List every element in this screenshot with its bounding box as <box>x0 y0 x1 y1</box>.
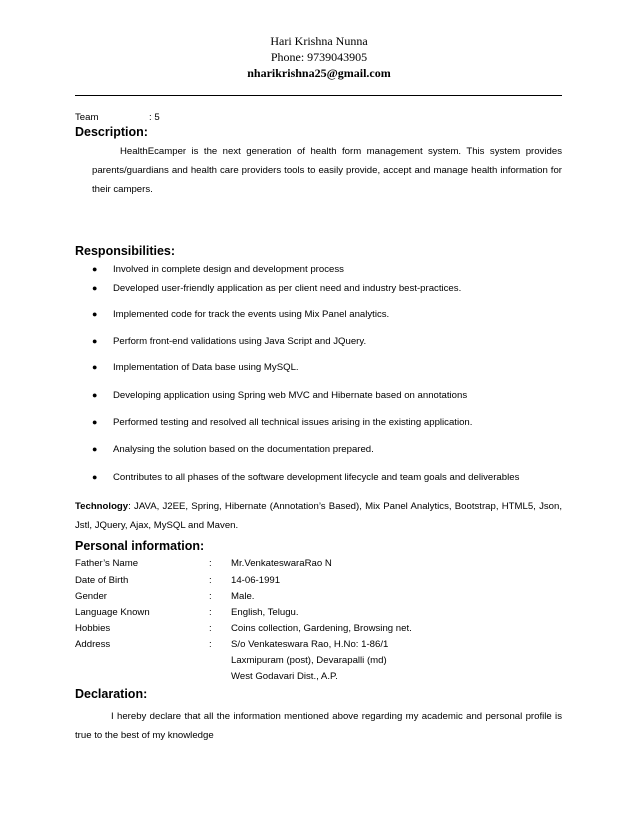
list-item-text: Developing application using Spring web MVC and Hibernate based on annotations <box>113 390 468 401</box>
description-text: HealthEcamper is the next generation of health form management system. This system provides parents/guardians and health care providers tools to easily provide, accept and manage health information for their campers. <box>92 146 562 195</box>
list-item-text: Analysing the solution based on the documentation prepared. <box>113 444 374 455</box>
list-item-text: Implemented code for track the events using Mix Panel analytics. <box>113 309 390 320</box>
info-label: Address <box>75 639 111 650</box>
description-heading: Description: <box>75 125 148 139</box>
list-item-text: Developed user-friendly application as per client need and industry best-practices. <box>113 283 462 294</box>
info-label: Language Known <box>75 607 150 618</box>
declaration-text: I hereby declare that all the information mentioned above regarding my academic and personal profile is true to the best of my knowledge <box>75 711 562 741</box>
list-item-text: Performed testing and resolved all technical issues arising in the existing application. <box>113 417 473 428</box>
list-item-text: Perform front-end validations using Java Script and JQuery. <box>113 336 367 347</box>
info-value: Mr.VenkateswaraRao N <box>231 558 332 569</box>
info-value: Male. <box>231 591 255 602</box>
bullet-icon: ● <box>92 264 98 274</box>
address-line-2: Laxmipuram (post), Devarapalli (md) <box>231 655 387 666</box>
address-line-3: West Godavari Dist., A.P. <box>231 671 338 682</box>
candidate-name: Hari Krishna Nunna <box>270 34 368 48</box>
team-value: : 5 <box>149 112 160 123</box>
bullet-icon: ● <box>92 283 98 293</box>
technology-label: Technology <box>75 501 129 512</box>
bullet-icon: ● <box>92 336 98 346</box>
candidate-email: nharikrishna25@gmail.com <box>247 66 391 80</box>
candidate-phone: Phone: 9739043905 <box>270 50 368 64</box>
info-label: Hobbies <box>75 623 111 634</box>
info-colon: : <box>209 623 212 634</box>
info-colon: : <box>209 575 212 586</box>
bullet-icon: ● <box>92 309 98 319</box>
team-label: Team <box>75 112 99 123</box>
bullet-icon: ● <box>92 444 98 454</box>
list-item-text: Involved in complete design and development process <box>113 264 344 275</box>
responsibilities-heading: Responsibilities: <box>75 244 176 258</box>
info-colon: : <box>209 558 212 569</box>
info-label: Gender <box>75 591 107 602</box>
list-item-text: Contributes to all phases of the software development lifecycle and team goals and deliverables <box>113 472 520 483</box>
bullet-icon: ● <box>92 362 98 372</box>
declaration-heading: Declaration: <box>75 687 148 701</box>
info-label: Father’s Name <box>75 558 139 569</box>
personal-info-heading: Personal information: <box>75 539 205 553</box>
info-value: Coins collection, Gardening, Browsing net. <box>231 623 412 634</box>
list-item-text: Implementation of Data base using MySQL. <box>113 362 299 373</box>
technology-paragraph <box>75 497 562 535</box>
info-colon: : <box>209 591 212 602</box>
bullet-icon: ● <box>92 417 98 427</box>
bullet-icon: ● <box>92 472 98 482</box>
header-divider <box>75 95 562 96</box>
bullet-icon: ● <box>92 390 98 400</box>
technology-text: : JAVA, J2EE, Spring, Hibernate (Annotation’s Based), Mix Panel Analytics, Bootstrap, HTML5, Json, Jstl, JQuery, Ajax, MySQL and Maven. <box>75 501 562 531</box>
info-value: English, Telugu. <box>231 607 299 618</box>
info-colon: : <box>209 607 212 618</box>
info-colon: : <box>209 639 212 650</box>
info-value: S/o Venkateswara Rao, H.No: 1-86/1 <box>231 639 389 650</box>
info-value: 14-06-1991 <box>231 575 281 586</box>
info-label: Date of Birth <box>75 575 129 586</box>
